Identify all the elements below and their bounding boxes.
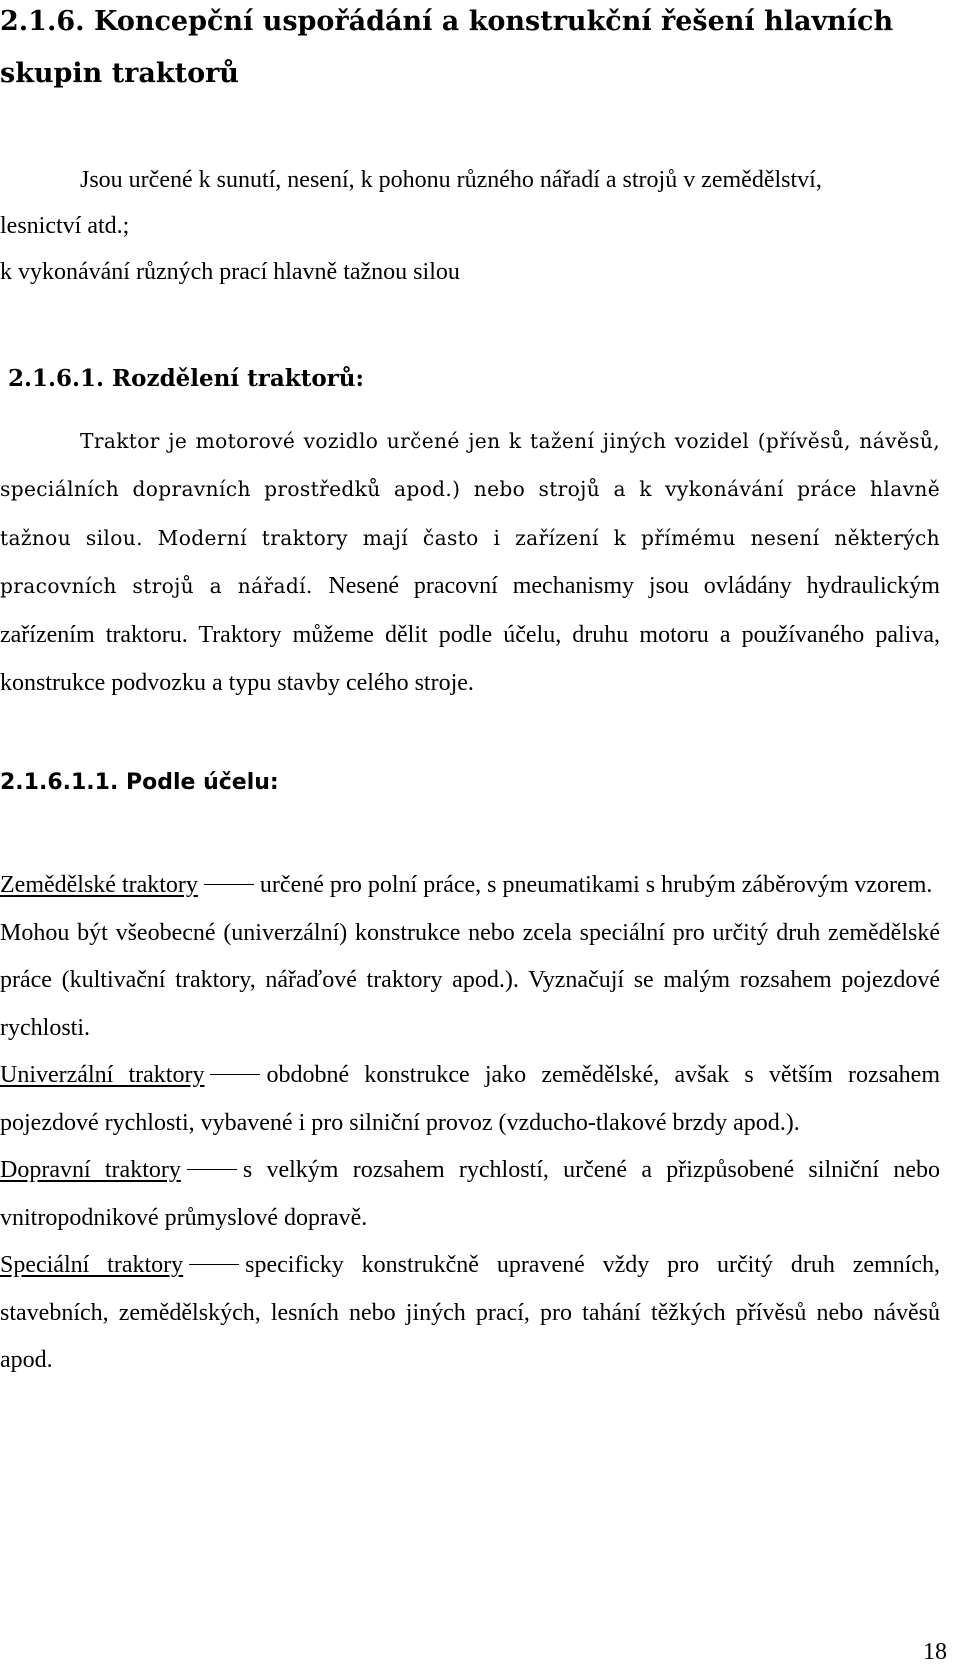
intro-line-3: k vykonávání různých prací hlavně tažnou silou (0, 259, 460, 285)
page-number: 18 (923, 1639, 947, 1665)
section-heading-rozdeleni: 2.1.6.1. Rozdělení traktorů: (8, 365, 364, 392)
tractor-types-list (0, 862, 940, 1385)
rozdeleni-text-a: Traktor je motorové vozidlo určené jen k tažení jiných vozidel (přívěsů, návěsů, speciálních dopravních prostředků apod.) nebo strojů a k vykonávání práce hlavně tažnou silou. Moderní traktory mají často i zařízení k přímému nesení některých pracovních strojů a nářadí. (0, 429, 940, 599)
em-dash (187, 1169, 237, 1170)
type-text: určené pro polní práce, s pneumatikami s hrubým záběrovým vzorem. (259, 872, 933, 898)
type-specialni (0, 1242, 940, 1385)
intro-line-1: Jsou určené k sunutí, nesení, k pohonu různého nářadí a strojů v zemědělství, (80, 167, 822, 193)
em-dash (189, 1264, 239, 1265)
type-dopravni (0, 1147, 940, 1242)
type-term: Speciální traktory (0, 1252, 184, 1278)
type-text: Mohou být všeobecné (univerzální) konstrukce nebo zcela speciální pro určitý druh zemědělské práce (kultivační traktory, nářaďové traktory apod.). Vyznačují se malým rozsahem pojezdové rychlosti. (0, 919, 940, 1041)
em-dash (204, 884, 254, 885)
type-text: s velkým rozsahem rychlostí, určené a přizpůsobené silniční nebo vnitropodnikové průmyslové dopravě. (0, 1157, 940, 1231)
intro-paragraph (0, 157, 940, 295)
type-term: Zemědělské traktory (0, 872, 198, 898)
type-univerzalni (0, 1052, 940, 1147)
type-zemedelske-detail (0, 910, 940, 1053)
section-heading-2-1-6: 2.1.6. Koncepční uspořádání a konstrukční řešení hlavních skupin traktorů (0, 6, 894, 89)
rozdeleni-paragraph (0, 417, 940, 707)
section-heading-podle-ucelu: 2.1.6.1.1. Podle účelu: (0, 770, 279, 795)
type-text: specificky konstrukčně upravené vždy pro určitý druh zemních, stavebních, zemědělských, lesních nebo jiných prací, pro tahání těžkých přívěsů nebo návěsů apod. (0, 1252, 941, 1373)
type-term: Dopravní traktory (0, 1157, 181, 1183)
type-zemedelske (0, 862, 940, 910)
em-dash (210, 1074, 260, 1075)
intro-line-2: lesnictví atd.; (0, 213, 130, 239)
type-text: obdobné konstrukce jako zemědělské, avšak s větším rozsahem pojezdové rychlosti, vybavené i pro silniční provoz (vzducho-tlakové brzdy apod.). (0, 1062, 941, 1136)
rozdeleni-text-b: Nesené pracovní mechanismy jsou ovládány hydraulickým zařízením traktoru. Traktory můžeme dělit podle účelu, druhu motoru a používaného paliva, konstrukce podvozku a typu stavby celého stroje. (0, 573, 940, 697)
type-term: Univerzální traktory (0, 1062, 205, 1088)
